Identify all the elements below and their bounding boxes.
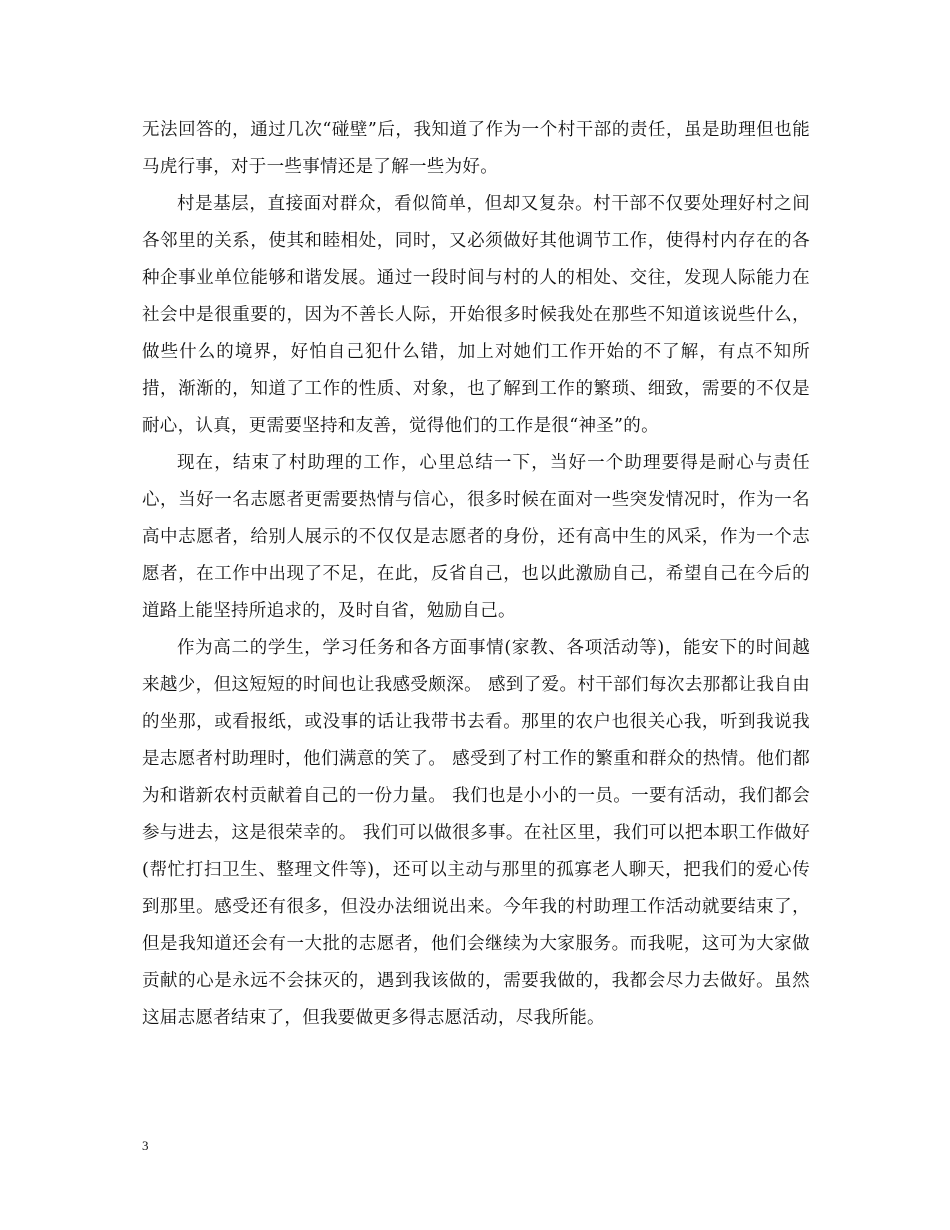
paragraph-village-work: 村是基层，直接面对群众，看似简单，但却又复杂。村干部不仅要处理好村之间各邻里的关系，使其和睦相处，同时，又必须做好其他调节工作，使得村内存在的各种企事业单位能够和谐发展。通过一段时间与村的人的相处、交往，发现人际能力在社会中是很重要的，因为不善长人际，开始很多时候我处在那些不知道该说些什么，做些什么的境界，好怕自己犯什么错，加上对她们工作开始的不了解，有点不知所措，渐渐的，知道了工作的性质、对象，也了解到工作的繁琐、细致，需要的不仅是耐心，认真，更需要坚持和友善，觉得他们的工作是很“神圣”的。 [142,194,810,436]
paragraph-continued: 无法回答的，通过几次“碰壁”后，我知道了作为一个村干部的责任，虽是助理但也能马虎行事，对于一些事情还是了解一些为好。 [142,120,810,177]
document-body [142,112,810,1037]
paragraph-summary: 现在，结束了村助理的工作，心里总结一下，当好一个助理要得是耐心与责任心，当好一名志愿者更需要热情与信心，很多时候在面对一些突发情况时，作为一名高中志愿者，给别人展示的不仅仅是志愿者的身份，还有高中生的风采，作为一个志愿者，在工作中出现了不足，在此，反省自己，也以此激励自己，希望自己在今后的道路上能坚持所追求的，及时自省，勉励自己。 [142,453,810,621]
paragraph-reflection: 作为高二的学生，学习任务和各方面事情(家教、各项活动等)，能安下的时间越来越少，但这短短的时间也让我感受颇深。 感到了爱。村干部们每次去那都让我自由的坐那，或看报纸，或没事的话让我带书去看。那里的农户也很关心我，听到我说我是志愿者村助理时，他们满意的笑了。 感受到了村工作的繁重和群众的热情。他们都为和谐新农村贡献着自己的一份力量。 我们也是小小的一员。一要有活动，我们都会参与进去，这是很荣幸的。 我们可以做很多事。在社区里，我们可以把本职工作做好(帮忙打扫卫生、整理文件等)，还可以主动与那里的孤寡老人聊天，把我们的爱心传到那里。感受还有很多，但没办法细说出来。今年我的村助理工作活动就要结束了，但是我知道还会有一大批的志愿者，他们会继续为大家服务。而我呢，这可为大家做贡献的心是永远不会抹灭的，遇到我该做的，需要我做的，我都会尽力去做好。虽然这届志愿者结束了，但我要做更多得志愿活动，尽我所能。 [142,638,810,1028]
page-number: 3 [142,1138,149,1153]
